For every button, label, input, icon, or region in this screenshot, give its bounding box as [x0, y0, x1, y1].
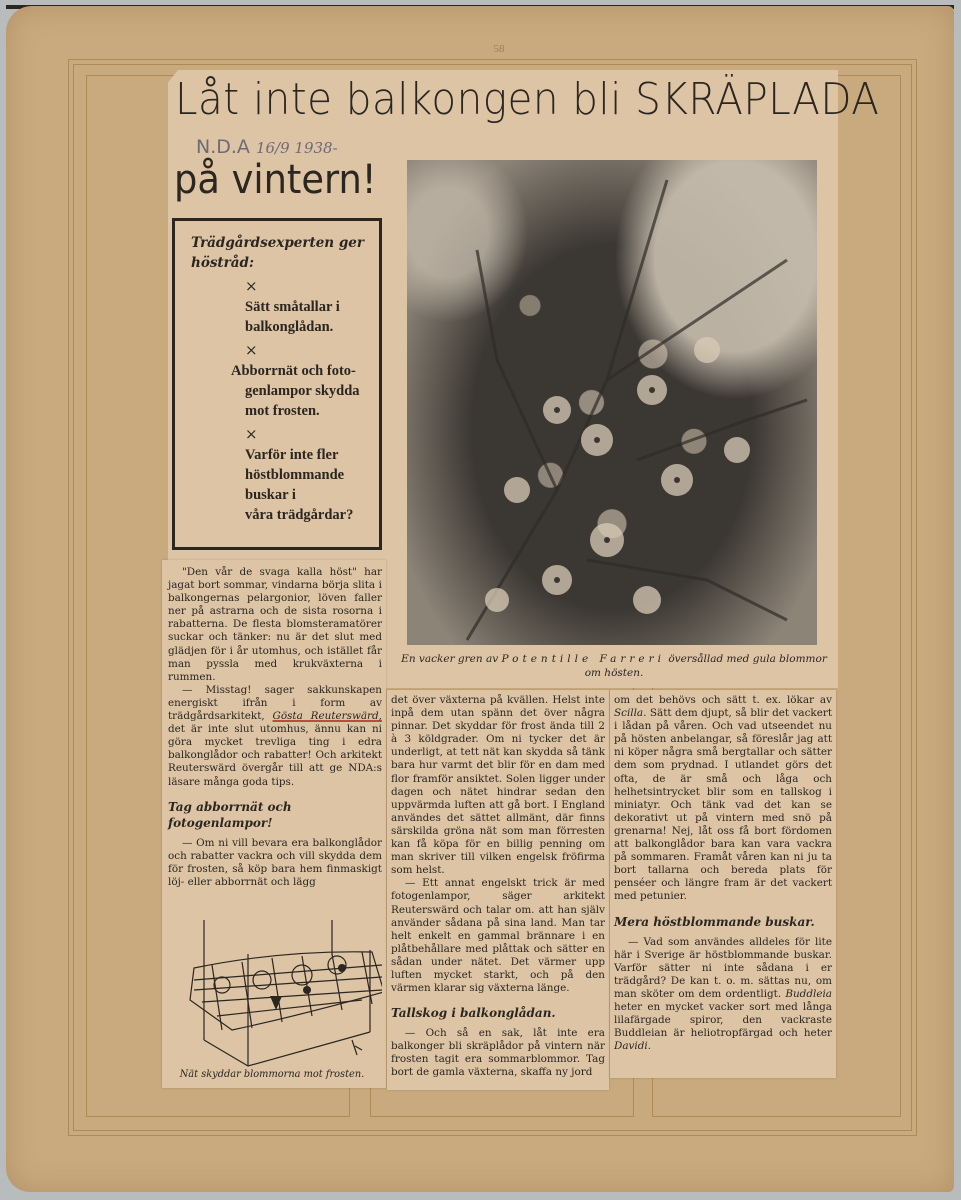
photo-caption [394, 652, 834, 680]
sidebar-item: våra trädgårdar? [245, 507, 354, 523]
caption-text: översållad med gula blommor om hösten. [584, 653, 827, 679]
paragraph [614, 694, 832, 904]
article-column-1 [168, 566, 382, 889]
handwritten-note [196, 136, 338, 158]
architect-name: Gösta Reuterswärd, [272, 710, 382, 723]
paragraph: — Och så en sak, låt inte era balkonger bli skräplådor på vintern när frosten tagit era sommarblommor. Tag bort de gamla växterna, skaffa ny jord [391, 1027, 605, 1079]
sidebar-title: Trädgårdsexperten ger höstråd: [191, 235, 364, 271]
caption-plant-name: Potentille Farreri [501, 653, 665, 665]
subheading: Mera höstblommande buskar. [614, 914, 815, 929]
sidebar-item: Varför inte fler [245, 447, 339, 463]
text: heter en mycket vacker sort med långa lilafärgade spiror, den vackraste Buddleian är heliotropfärgad och heter [614, 1000, 832, 1040]
sidebar-tips-box [172, 218, 382, 550]
flowering-branch-illustration [407, 160, 817, 645]
plant-name: Buddleia [785, 987, 832, 1000]
article-column-3 [614, 694, 832, 1053]
plant-name: Scilla. [614, 707, 647, 720]
text: det är inte slut utomhus, ännu kan ni göra mycket trevliga ting i edra balkonglådor och rabatter! Och arkitekt Reuterswärd övergår till att ge NDA:s läsare många goda tips. [168, 723, 382, 788]
article-column-2 [391, 694, 605, 1080]
text: om det behövs och sätt t. ex. lökar av [614, 694, 832, 706]
headline-line-2: på vintern! [174, 157, 377, 203]
bullet-cross-icon: × [245, 425, 258, 443]
paragraph [168, 684, 382, 789]
text: — Misstag! sager sakkunskapen energiskt ifrån i form av trädgårdsarkitekt, [168, 683, 382, 723]
page-number: 58 [493, 43, 505, 55]
flower-photo [407, 160, 817, 645]
bullet-cross-icon: × [245, 277, 258, 295]
headline-line-1: Låt inte balkongen bli SKRÄPLADA [175, 74, 880, 125]
sidebar-item: Abborrnät och foto- [231, 363, 356, 379]
sidebar-item: mot frosten. [245, 403, 320, 419]
paragraph: — Ett annat engelskt trick är med fotogenlampor, säger arkitekt Reuterswärd och talar om. att han själv använder sådana på sina land. Man tar helt enkelt en gammal brännare i en plåtbehållare med plåttak och sätter en sådan under nätet. Det värmer upp luften mycket starkt, och på den värmen klarar sig växterna länge. [391, 877, 605, 995]
sidebar-item: höstblommande [245, 467, 345, 483]
paragraph: "Den vår de svaga kalla höst" har jagat bort sommar, vindarna börja slita i balkongernas pelargonior, löven faller ner på astrarna och de sista rosorna i rabatterna. De flesta blomsteramatörer suckar och tänker: nu är det slut med glädjen för i år utomhus, och istället får man pyssla med krukväxterna i rummen. [168, 566, 382, 683]
net-over-balcony-box-sketch [172, 920, 382, 1070]
paragraph: det över växterna på kvällen. Helst inte inpå dem utan spänn det över några pinnar. Det skyddar för frost ända till 2 à 3 köldgrader. Om ni tycker det är underligt, at tett nät kan skydda så tänk bara hur varmt det blir för en dam med flor framför ansiktet. Solen ligger under dagen och nätet hindrar sedan den uppvärmda luften att gå bort. I England användes det sättet allmänt, där finns särskilda gröna nät som man förresten kan få köpa för en billig penning om man skriver till vilken engelsk fröfirma som helst. [391, 694, 605, 877]
bullet-cross-icon: × [245, 341, 258, 359]
subheading: Tallskog i balkonglådan. [391, 1006, 556, 1021]
illustration-caption: Nät skyddar blommorna mot frosten. [179, 1069, 365, 1080]
paragraph [614, 936, 832, 1054]
handwritten-date: 16/9 1938- [255, 139, 338, 157]
subheading: Tag abborrnät och fotogenlampor! [168, 799, 292, 830]
sidebar-item: buskar i [245, 487, 296, 503]
sidebar-item: genlampor skydda [245, 383, 360, 399]
plant-name: Davidi. [614, 1040, 651, 1053]
text: — Vad som användes alldeles för lite här i Sverige är höstblommande buskar. Varför sätter ni inte sådana i er trädgård? De kan t. o. m. sättas nu, om man sköter om dem ordentligt. [614, 935, 832, 1000]
handwritten-source: N.D.A [196, 136, 250, 158]
sidebar-item: balkonglådan. [245, 319, 334, 335]
sidebar-item: Sätt småtallar i [245, 299, 340, 315]
paragraph: — Om ni vill bevara era balkonglådor och rabatter vackra och vill skydda dem för frosten, så köp bara hem finmaskigt löj- eller abborrnät och lägg [168, 836, 382, 888]
caption-text: En vacker gren av [401, 653, 499, 665]
text: Sätt dem djupt, så blir det vackert i lådan på våren. Och vad utseendet nu på hösten anbelangar, så föreslår jag att ni köper några små bergtallar och sätter dem som prydnad. I utlandet görs det ofta, de är små och låga och helhetsintrycket blir som en tallskog i miniatyr. Och tänk vad det kan se dekorativt ut på vintern med snö på grenarna! Nej, låt oss få bort fördomen att balkonglådor bara kan vara vackra på sommaren. Framåt våren kan ni ju ta bort tallarna och bereda plats för penséer och längre fram är det vackert med petunier. [614, 707, 832, 903]
